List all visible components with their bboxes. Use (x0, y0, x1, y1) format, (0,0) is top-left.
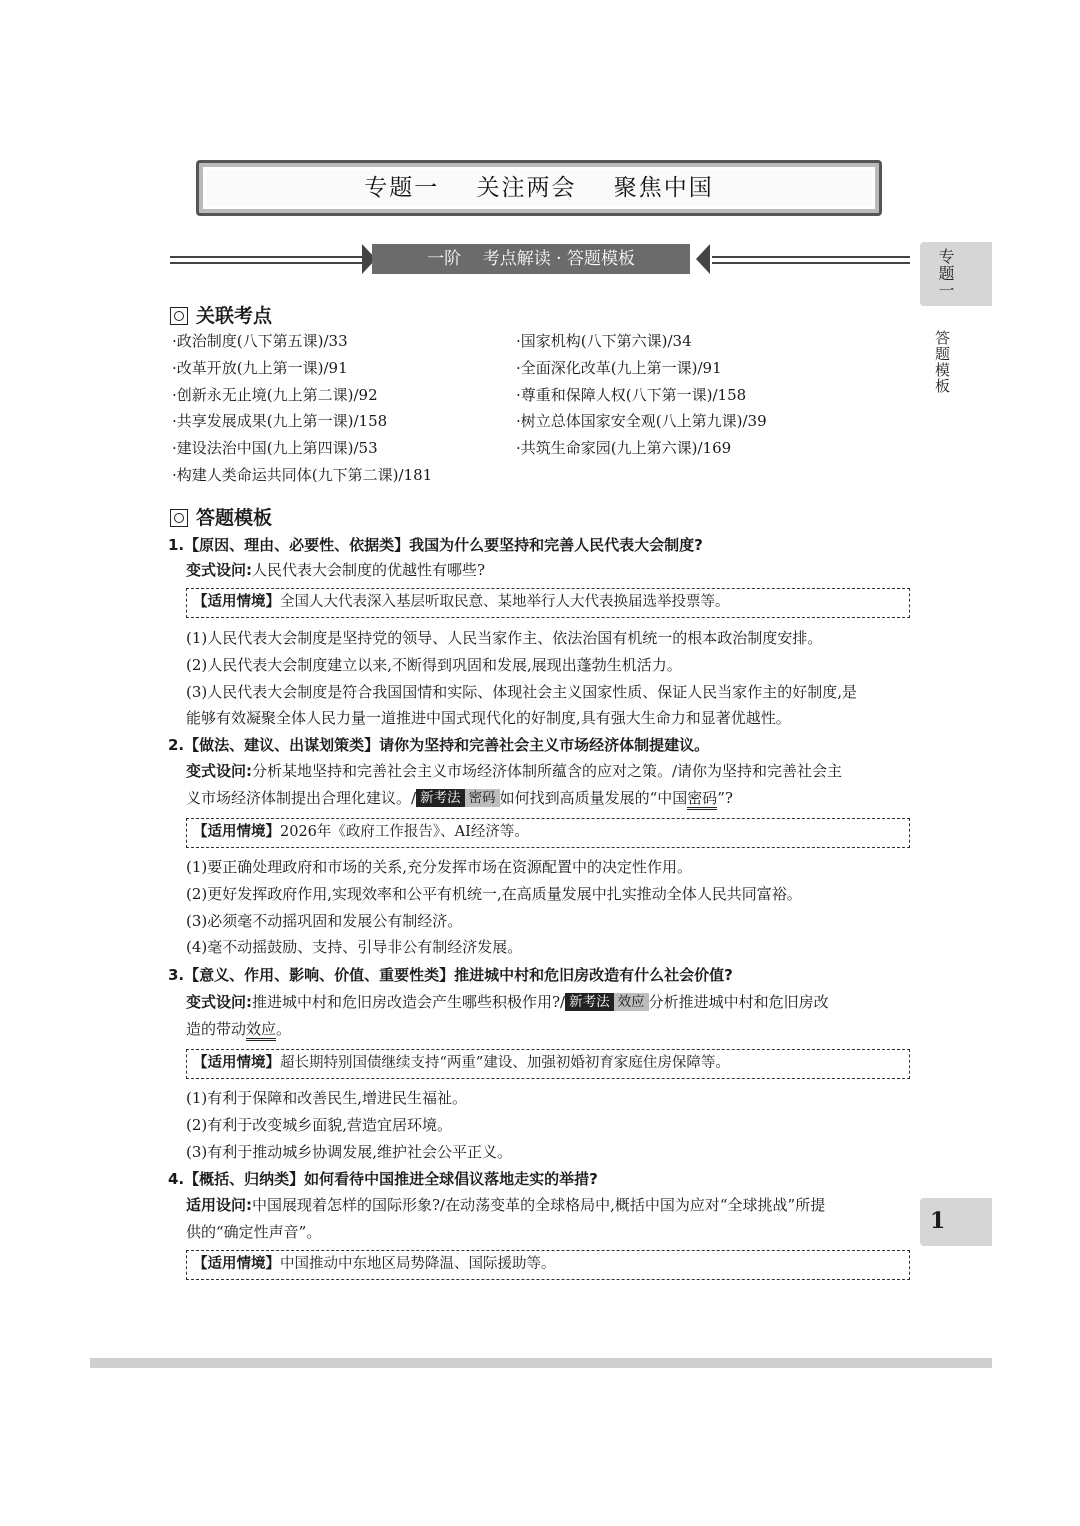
page-number: 1 (930, 1208, 946, 1234)
variant-text: 推进城中村和危旧房改造会产生哪些积极作用?/ (252, 993, 566, 1011)
answer-line: (3)必须毫不动摇巩固和发展公有制经济。 (186, 911, 463, 930)
variant-text: 供的“确定性声音”。 (186, 1223, 322, 1241)
template-heading-text: 答题模板 (196, 507, 273, 529)
target-icon (170, 509, 188, 527)
new-method-tag: 新考法 (565, 993, 614, 1011)
variant-text: 人民代表大会制度的优越性有哪些? (252, 561, 486, 579)
question-4-situation (186, 1250, 910, 1280)
answer-line: (1)要正确处理政府和市场的关系,充分发挥市场在资源配置中的决定性作用。 (186, 858, 693, 876)
question-2-title: 2.【做法、建议、出谋划策类】请你为坚持和完善社会主义市场经济体制提建议。 (168, 736, 710, 754)
situation-text: 2026年《政府工作报告》、AI经济等。 (280, 824, 529, 840)
list-item: ·共筑生命家园(九上第六课)/169 (516, 439, 732, 458)
variant-label: 变式设问: (186, 762, 252, 780)
question-3-answers (186, 1087, 512, 1167)
related-heading-text: 关联考点 (196, 305, 273, 327)
underlined-keyword: 效应 (246, 1020, 276, 1041)
variant-label: 变式设问: (186, 993, 252, 1011)
variant-text: 义市场经济体制提出合理化建议。/ (186, 789, 417, 807)
question-4-variant-line-2 (186, 1221, 321, 1243)
situation-label: 【适用情境】 (193, 594, 280, 610)
situation-label: 【适用情境】 (193, 1256, 280, 1272)
question-3-variant-line-2 (186, 1018, 291, 1040)
list-item: ·国家机构(八下第六课)/34 (516, 332, 692, 350)
variant-text: 分析推进城中村和危旧房改 (648, 993, 829, 1011)
section-banner: 一阶 考点解读 · 答题模板 (372, 244, 690, 274)
footer-bar (90, 1358, 992, 1368)
list-item: ·政治制度(八下第五课)/33 (172, 332, 348, 350)
question-3-title: 3.【意义、作用、影响、价值、重要性类】推进城中村和危旧房改造有什么社会价值? (168, 966, 733, 984)
answer-line: (1)人民代表大会制度是坚持党的领导、人民当家作主、依法治国有机统一的根本政治制度安排。 (186, 629, 823, 647)
related-heading (170, 301, 272, 328)
list-item: ·共享发展成果(九上第一课)/158 (172, 412, 388, 431)
answer-line: 能够有效凝聚全体人民力量一道推进中国式现代化的好制度,具有强大生命力和显著优越性。 (186, 709, 791, 728)
answer-line: (3)有利于推动城乡协调发展,维护社会公平正义。 (186, 1142, 513, 1161)
situation-text: 全国人大代表深入基层听取民意、某地举行人大代表换届选举投票等。 (280, 594, 730, 610)
question-3-situation (186, 1049, 910, 1079)
variant-text: 。 (276, 1020, 292, 1038)
list-item: ·创新永无止境(九上第二课)/92 (172, 385, 378, 404)
question-1-variant (186, 559, 485, 581)
answer-line: (2)人民代表大会制度建立以来,不断得到巩固和发展,展现出蓬勃生机活力。 (186, 655, 682, 674)
question-1-situation (186, 588, 910, 618)
answer-line: (2)有利于改变城乡面貌,营造宜居环境。 (186, 1115, 453, 1134)
list-item: ·建设法治中国(九上第四课)/53 (172, 439, 378, 458)
question-2-variant-line-2 (186, 787, 733, 809)
target-icon (170, 307, 188, 325)
list-item: ·构建人类命运共同体(九下第二课)/181 (172, 465, 433, 484)
situation-text: 中国推动中东地区局势降温、国际援助等。 (280, 1256, 556, 1272)
new-method-tag: 新考法 (416, 789, 465, 807)
variant-label: 变式设问: (186, 561, 252, 579)
related-right-list (516, 330, 767, 464)
answer-line: (3)人民代表大会制度是符合我国国情和实际、体现社会主义国家性质、保证人民当家作主的好制度,是 (186, 682, 858, 701)
answer-line: (1)有利于保障和改善民生,增进民生福祉。 (186, 1089, 468, 1107)
template-heading (170, 503, 272, 530)
variant-text: 中国展现着怎样的国际形象?/在动荡变革的全球格局中,概括中国为应对“全球挑战”所提 (252, 1196, 826, 1214)
question-4-title: 4.【概括、归纳类】如何看待中国推进全球倡议落地走实的举措? (168, 1170, 598, 1188)
list-item: ·全面深化改革(九上第一课)/91 (516, 358, 722, 377)
question-1-answers (186, 627, 857, 734)
situation-label: 【适用情境】 (193, 824, 280, 840)
related-left-list (172, 330, 432, 491)
question-2-variant-line-1 (186, 760, 842, 782)
question-2-situation (186, 818, 910, 848)
page-title: 专题一 关注两会 聚焦中国 (364, 175, 714, 201)
variant-text: 如何找到高质量发展的“中国 (499, 789, 688, 807)
side-tab-topic-label: 专题一 (936, 248, 955, 299)
banner-rail-right (712, 256, 910, 264)
variant-text: ”? (717, 789, 733, 807)
side-tab-topic (920, 242, 992, 306)
answer-line: (4)毫不动摇鼓励、支持、引导非公有制经济发展。 (186, 938, 523, 957)
keyword-tag: 效应 (614, 993, 649, 1011)
underlined-keyword: 密码 (687, 789, 717, 810)
banner-rail-left (170, 256, 366, 264)
situation-text: 超长期特别国债继续支持“两重”建设、加强初婚初育家庭住房保障等。 (280, 1055, 730, 1071)
variant-text: 分析某地坚持和完善社会主义市场经济体制所蕴含的应对之策。/请你为坚持和完善社会主 (252, 762, 843, 780)
question-2-answers (186, 856, 802, 963)
keyword-tag: 密码 (465, 789, 500, 807)
list-item: ·尊重和保障人权(八下第一课)/158 (516, 385, 747, 404)
list-item: ·改革开放(九上第一课)/91 (172, 358, 348, 377)
title-box (196, 160, 882, 216)
list-item: ·树立总体国家安全观(八上第九课)/39 (516, 412, 767, 431)
banner-arrow-right (696, 244, 710, 274)
variant-label: 适用设问: (186, 1196, 252, 1214)
question-1-title: 1.【原因、理由、必要性、依据类】我国为什么要坚持和完善人民代表大会制度? (168, 536, 703, 554)
variant-text: 造的带动 (186, 1020, 247, 1038)
question-3-variant-line-1 (186, 991, 829, 1013)
answer-line: (2)更好发挥政府作用,实现效率和公平有机统一,在高质量发展中扎实推动全体人民共同富裕。 (186, 884, 802, 903)
situation-label: 【适用情境】 (193, 1055, 280, 1071)
question-4-variant-line-1 (186, 1194, 825, 1216)
side-tab-section-label: 答题模板 (933, 330, 951, 394)
